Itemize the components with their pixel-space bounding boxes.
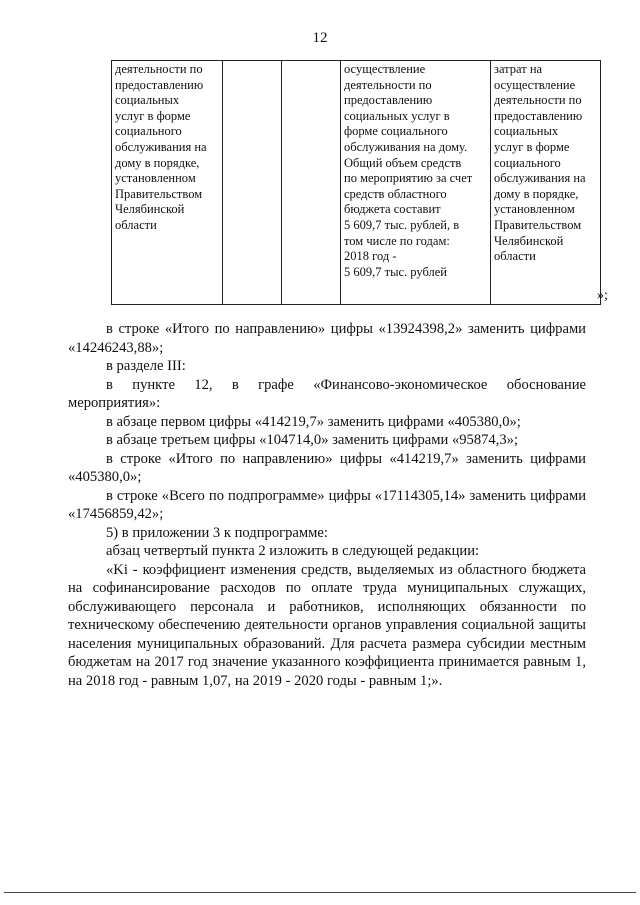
cell-line: Правительством [494,217,582,232]
paragraph: 5) в приложении 3 к подпрограмме: [106,524,328,541]
cell-line: 2018 год - [344,249,397,264]
paragraph: в строке «Всего по подпрограмме» цифры «17114305,14» заменить цифрами «17456859,42»; [68,487,586,522]
cell-line: деятельности по [344,77,432,92]
cell-line: обслуживания на [494,171,586,186]
cell-line: социальных услуг в [344,108,450,123]
paragraph: в разделе III: [106,358,186,374]
cell-line: осуществление [344,62,426,76]
paragraph: в строке «Итого по направлению» цифры «414219,7» заменить цифрами «405380,0»; [68,450,586,485]
paragraph: в строке «Итого по направлению» цифры «13924398,2» заменить цифрами «14246243,88»; [68,321,586,356]
closing-quote: »; [597,288,608,303]
cell-line: социальных [494,124,559,139]
paragraph: в абзаце третьем цифры «104714,0» заменить цифрами «95874,3»; [106,432,519,448]
cell-line: Челябинской [115,202,185,217]
cell-line: социального [115,124,182,139]
table-cell-col4 [341,61,491,305]
cell-line: социальных [115,93,180,108]
cell-line: форме социального [344,124,448,139]
table-cell-col5 [491,61,601,305]
cell-line: 5 609,7 тыс. рублей, в [344,217,460,232]
table-cell-col2 [223,61,282,305]
table-row [112,61,601,305]
cell-line: предоставлению [115,77,204,92]
cell-line: установленном [494,202,575,217]
table-cell-col3 [282,61,341,305]
cell-line: предоставлению [344,93,433,108]
cell-line: затрат на [494,62,543,76]
cell-line: по мероприятию за счет [344,171,473,186]
table-cell-col1 [112,61,223,305]
page-number: 12 [312,30,328,46]
cell-line: деятельности по [115,62,203,76]
document-body [68,320,586,690]
cell-line: 5 609,7 тыс. рублей [344,264,447,279]
cell-line: услуг в форме [115,108,191,123]
cell-line: Общий объем средств [344,155,462,170]
cell-line: бюджета составит [344,202,441,217]
cell-line: области [494,249,536,264]
cell-line: предоставлению [494,108,583,123]
cell-line: дому в порядке, [115,155,200,170]
cell-line: Челябинской [494,233,564,248]
paragraph: в абзаце первом цифры «414219,7» заменить цифрами «405380,0»; [106,413,521,430]
cell-line: обслуживания на дому. [344,139,468,154]
cell-line: установленном [115,171,196,186]
measures-table-fragment [111,60,601,305]
cell-line: обслуживания на [115,139,207,154]
cell-line: услуг в форме [494,139,570,154]
cell-line: осуществление [494,77,576,92]
paragraph: абзац четвертый пункта 2 изложить в следующей редакции: [106,543,480,559]
paragraph: «Ki - коэффициент изменения средств, выделяемых из областного бюджета на софинансирование расходов по оплате труда муниципальных служащих, обслуживающего персонала и работников, исполняющих обязанности по техническому обеспечению деятельности органов управления социальной защиты населения муниципальных образований. Для расчета размера субсидии местным бюджетам на 2017 год значение указанного коэффициента принимается равным 1, на 2018 год - равным 1,07, на 2019 - 2020 годы - равным 1;». [68,561,586,689]
bottom-divider [4,892,636,893]
cell-line: средств областного [344,186,447,201]
cell-line: деятельности по [494,93,582,108]
cell-line: социального [494,155,561,170]
cell-line: том числе по годам: [344,233,450,248]
cell-line: Правительством [115,186,203,201]
cell-line: области [115,217,157,232]
cell-line: дому в порядке, [494,186,579,201]
paragraph: в пункте 12, в графе «Финансово-экономическое обоснование мероприятия»: [68,376,586,411]
